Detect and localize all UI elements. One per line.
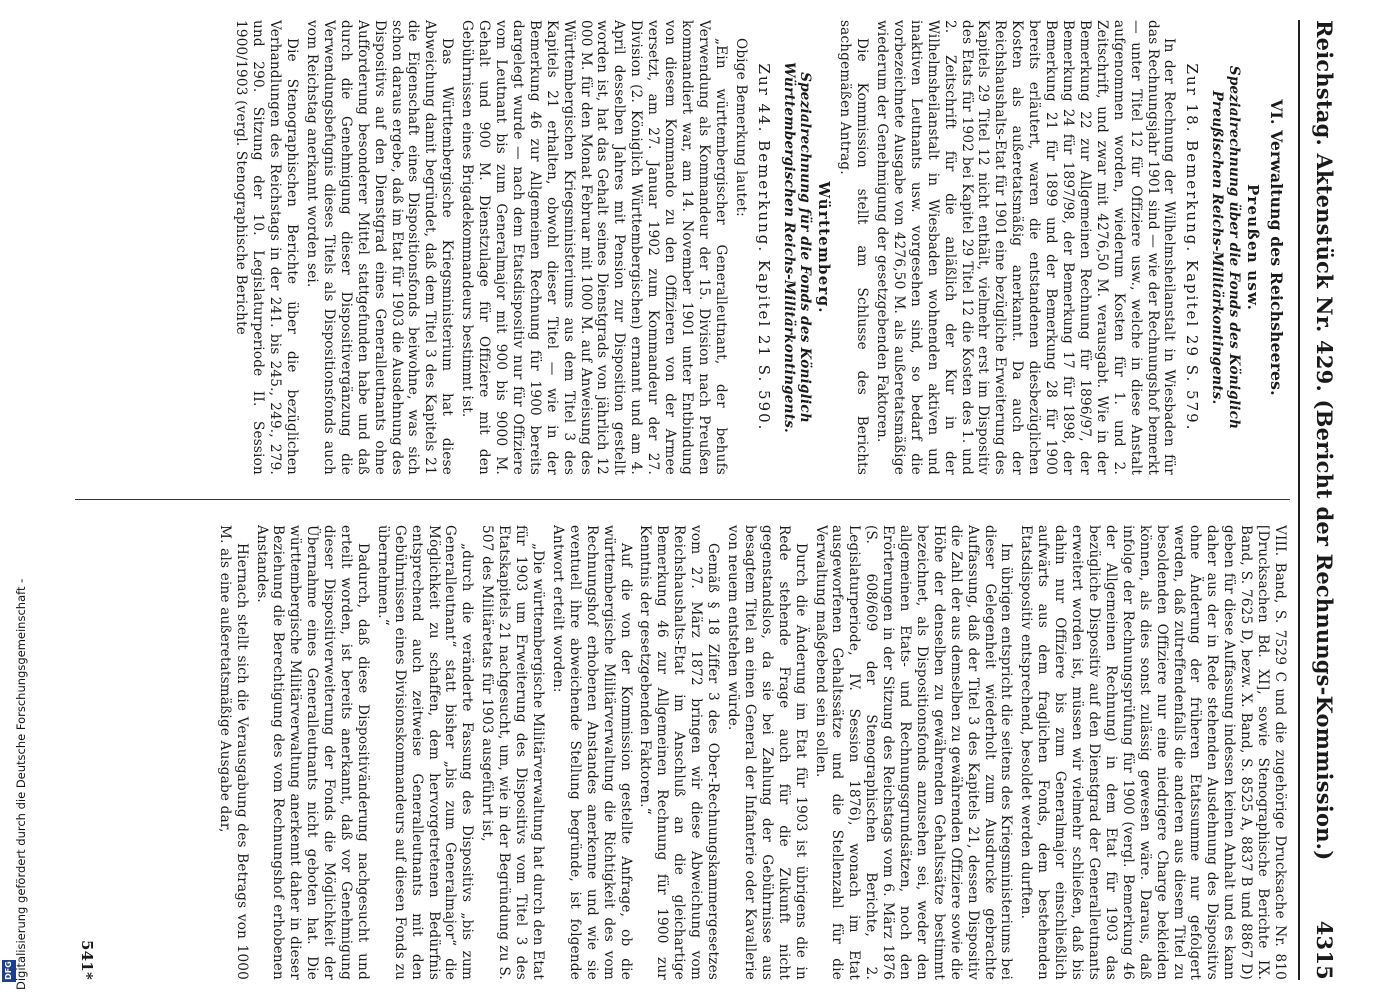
page-number: 4315 <box>1312 920 1337 980</box>
paragraph: Im übrigen entspricht die seitens des Kriegsministeriums bei dieser Gelegenheit wiederholt zum Ausdrucke gebrachte Auffassung, daß der Titel 3 des Kapitels 21, dessen Dispositiv die Zahl der aus demselben zu gewährenden Offiziere sowie die Höhe der denselben zu gewährenden Gehaltssätze bestimmt bezeichnet, als Dispositionsfonds anzusehen sei, weder den allgemeinen Etats- und Rechnungsgrundsätzen, noch den Erörterungen in der Sitzung des Reichstags vom 6. März 1876 (S. 608/609 der Stenographischen Berichte, 2. Legislaturperiode, IV. Session 1876), wonach im Etat ausgeworfenen Gehaltssätze und die Stellenzahl für die Verwaltung maßgebend sein sollen. <box>812 525 1015 980</box>
paragraph: Hiernach stellt sich die Verausgabung des Betrags von 1000 M. als eine außeretatsmäßige Ausgabe dar, <box>216 525 250 980</box>
paragraph: „Die württembergische Militärverwaltung hat durch den Etat für 1903 um Erweiterung des Dispositivs vom Titel 3 des Etatskapitels 21 nachgesucht, um, wie in der Begründung zu S. 507 des Militäretats für 1903 ausgeführt ist, <box>479 525 547 980</box>
running-head: Reichstag. Aktenstück Nr. 429. (Bericht der Rechnungs-Kommission.) <box>1312 20 1337 861</box>
section-title: VI. Verwaltung des Reichsheeres. <box>1267 99 1286 396</box>
paragraph: Auf die von der Kommission gestellte Anfrage, ob die württembergische Militärverwaltung die Richtigkeit des vom Rechnungshof erhobenen Anstandes anerkenne und wie sie eventuell ihre abweichende Stellung begründe, ist folgende Antwort erteilt worden: <box>549 525 634 980</box>
paragraph: Durch die Änderung im Etat für 1903 ist übrigens die in Rede stehende Frage auch für die Zukunft nicht gegenstandslos, da sie bei Zahlung der Gebührnisse aus besagtem Titel an einen General der Infanterie oder Kavallerie von neuem entstehen würde. <box>725 525 809 980</box>
paragraph: Obige Bemerkung lautet: <box>732 38 749 217</box>
paragraph: Das Württembergische Kriegsministerium hat diese Abweichung damit begründet, daß dem Titel 3 des Kapitels 21 die Eigenschaft eines Dispositionsfonds beiwohne, was sich schon daraus ergebe, daß im Etat für 1903 die Ausdehnung des Dispositivs auf den Dienstgrad eines Generalleutnants ohne Aufforderung besonderer Mittel stattgefunden habe und daß durch die Genehmigung dieser Dispositivergänzung die Verwendungsbefugnis dieses Titels als Dispositionsfonds auch vom Reichstag anerkannt worden sei. <box>304 20 456 475</box>
page-header <box>1298 20 1340 980</box>
column-divider <box>75 499 1290 500</box>
quotation: „durch die veränderte Fassung des Dispositivs „bis zum Generalleutnant“ statt bisher „bis zum Generalmajor“ die Möglichkeit zu schaffen, dem hervorgetretenen Bedürfnis entsprechend auch zeitweise Generalleutnants mit den Gebührnissen eines Divisionskommandeurs auf diesen Fonds zu übernehmen.“ <box>374 525 476 980</box>
remark-44-heading: Zur 44. Bemerkung. Kapitel 21 S. 590. <box>754 63 773 432</box>
spezial-title-wuerttemberg: Spezialrechnung für die Fonds des Königlich Württembergischen Reichs-Militärkontingents. <box>780 62 814 433</box>
paragraph: Die Kommission stellt am Schlusse des Berichts sachgemäßen Antrag. <box>837 20 871 475</box>
left-column <box>78 20 1288 475</box>
paragraph: Dadurch, daß diese Dispositivänderung nachgesucht und erteilt worden, ist bereits anerkannt, daß vor Genehmigung dieser Dispositiverweiterung der Fonds die Möglichkeit der Übernahme eines Generalleutnants nicht geboten hat. Die württembergische Militärverwaltung anerkennt daher in dieser Beziehung die Berechtigung des vom Rechnungshof erhobenen Anstandes. <box>253 525 371 980</box>
signature-mark: 541* <box>78 940 96 980</box>
digitization-credit-strip <box>0 0 28 1000</box>
paragraph: VIII. Band, S. 7529 C und die zugehörige Drucksache Nr. 810 [Drucksachen Bd. XI], sowie Stenographische Berichte IX. Band, S. 7625 D, bezw. X. Band, S. 8525 A, 8837 B und 8867 D) geben für diese Auffassung indessen keinen Anhalt und es kann daher aus der in Rede stehenden Ausdehnung des Dispositivs ohne Änderung der früheren Etatssumme nur gefolgert werden, daß zutreffendenfalls die anderen aus diesem Titel zu besoldenden Offiziere nur eine niedrigere Charge bekleiden können, als dies sonst zulässig gewesen wäre. Daraus, daß infolge der Rechnungsprüfung für 1900 (vergl. Bemerkung 46 der Allgemeinen Rechnung) in dem Etat für 1903 das bezügliche Dispositiv auf den Dienstgrad der Generalleutnants erweitert worden ist, müssen wir vielmehr schließen, daß bis dahin nur Offiziere bis zum Generalmajor einschließlich aufwärts aus dem fraglichen Fonds, dem bestehenden Etatsdispositiv entsprechend, besoldet werden durften. <box>1018 525 1288 980</box>
subsection-preussen: Preußen usw. <box>1244 183 1263 312</box>
paragraph: Die Stenographischen Berichte über die bezüglichen Verhandlungen des Reichstags in der 241. bis 245., 249., 279. und 290. Sitzung der 10. Legislaturperiode II. Session 1900/1903 (vergl. Stenographische Berichte <box>233 20 301 475</box>
spezial-title-preussen: Spezialrechnung über die Fonds des Königlich Preußischen Reichs-Militärkontingents. <box>1209 65 1243 430</box>
remark-18-heading: Zur 18. Bemerkung. Kapitel 29 S. 579. <box>1183 63 1202 432</box>
paragraph: Gemäß § 18 Ziffer 3 des Ober-Rechnungskammergesetzes vom 27. März 1872 bringen wir diese Abweichung vom Reichshaushalts-Etat im Anschluß an die gleichartige Bemerkung 46 zur Allgemeinen Rechnung für 1900 zur Kenntnis der gesetzgebenden Faktoren.“ <box>637 525 722 980</box>
dfg-logo: DFG <box>2 960 16 982</box>
paragraph: „Ein württembergischer Generalleutnant, der behufs Verwendung als Kommandeur der 15. Division nach Preußen kommandiert war, am 14. November 1901 unter Entbindung von diesem Kommando zu den Offizieren von der Armee versetzt, am 27. Januar 1902 zum Kommandeur der 27. Division (2. Königlich Württembergischen) ernannt und am 4. April desselben Jahres mit Pension zur Disposition gestellt worden ist, hat das Gehalt seines Dienstgrads von jährlich 12 000 M. für den Monat Februar mit 1000 M. auf Anweisung des Württembergischen Kriegsministeriums aus dem Titel 3 des Kapitels 21 erhalten, obwohl dieser Titel — wie in der Bemerkung 46 zur Allgemeinen Rechnung für 1900 bereits dargelegt wurde — nach dem Etatsdispositiv nur für Offiziere vom Leutnant bis zum Generalmajor mit 900 bis 9000 M. Gehalt und 900 M. Dienstzulage für Offiziere mit den Gebührnissen eines Brigadekommandeurs bestimmt ist. <box>459 20 729 475</box>
right-column <box>78 525 1288 980</box>
paragraph: In der Rechnung der Wilhelmsheilanstalt in Wiesbaden für das Rechnungsjahr 1901 sind — wie der Rechnungshof bemerkt — unter Titel 12 für Offiziere usw., welche in diese Anstalt aufgenommen worden, wiederum Kosten für 1. und 2. Zeitschrift, und zwar mit 4276,50 M. verausgabt. Wie in der Bemerkung 22 zur Allgemeinen Rechnung für 1896/97, der Bemerkung 24 für 1897/98, der Bemerkung 17 für 1898, der Bemerkung 21 für 1899 und der Bemerkung 28 für 1900 bereits erläutert, waren die entstandenen diesbezüglichen Kosten als außeretatsmäßig anerkannt. Da auch der Reichshaushalts-Etat für 1901 eine bezügliche Erweiterung des Kapitels 29 Titel 12 nicht enthält, vielmehr erst im Dispositiv des Etats für 1902 bei Kapitel 29 Titel 12 die Kosten des 1. und 2. Zeitschrift für die anläßlich der Kur in der Wilhelmsheilanstalt in Wiesbaden wohnenden aktiven und inaktiven Leutnants usw. vorgesehen sind, so bedarf die vorbezeichnete Ausgabe von 4276,50 M. als außeretatsmäßige wiederum der Genehmigung der gesetzgebenden Faktoren. <box>874 20 1178 475</box>
rotated-document-page <box>70 20 1340 980</box>
subsection-wuerttemberg: Württemberg. <box>815 181 834 314</box>
digitization-credit-text: Digitalisierung gefördert durch die Deutsche Forschungsgemeinschaft - <box>14 578 28 990</box>
